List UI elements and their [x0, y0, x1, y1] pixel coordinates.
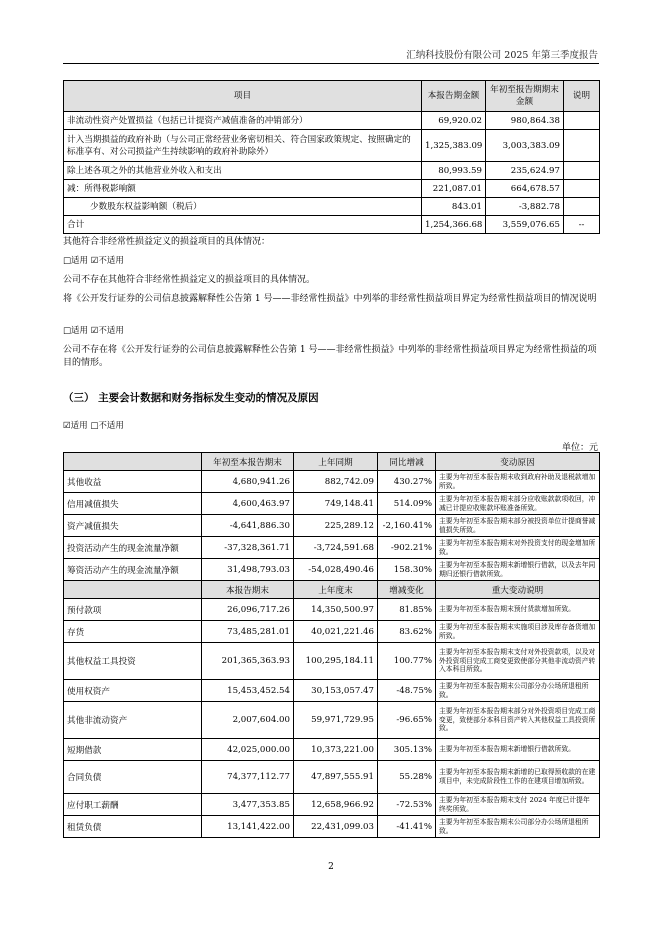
unit-label: 单位：元 [561, 443, 598, 453]
row-value-current: -37,328,361.71 [202, 537, 294, 559]
table-row [64, 130, 600, 162]
row-value-prior: 12,658,966.92 [294, 794, 378, 816]
note-paragraph: 公司不存在将《公开发行证券的公司信息披露解释性公告第 1 号——非经常性损益》中列举的非经常性损益项目界定为经常性损益的项目的情形。 [63, 345, 597, 368]
table-row [64, 180, 600, 198]
row-value-current: 26,096,717.26 [202, 599, 294, 621]
table-row [64, 599, 600, 621]
row-change: 55.28% [378, 761, 436, 794]
row-note [564, 198, 600, 216]
non-recurring-gains-table [63, 80, 600, 234]
row-value-prior: 40,021,221.46 [294, 621, 378, 643]
row-change: -72.53% [378, 794, 436, 816]
report-header-title: 汇纳科技股份有限公司 2025 年第三季度报告 [406, 50, 598, 61]
row-reason: 主要为年初至本报告期末部分被投资单位计提商誉减值损失所致。 [436, 515, 600, 537]
row-value-current: 31,498,793.03 [202, 559, 294, 581]
row-reason: 主要为年初至本报告期末公司部分办公场所退租所致。 [436, 680, 600, 702]
row-change: 83.62% [378, 621, 436, 643]
row-reason: 主要为年初至本报告期末部分应收账款款项收回，冲减已计提应收账款坏账准备所致。 [436, 493, 600, 515]
row-item: 少数股东权益影响额（税后） [64, 198, 422, 216]
table-header-row [64, 453, 600, 471]
row-note [564, 130, 600, 162]
row-change: -41.41% [378, 816, 436, 838]
row-value-current: 13,141,422.00 [202, 816, 294, 838]
row-change: -48.75% [378, 680, 436, 702]
row-change: -902.21% [378, 537, 436, 559]
note-paragraph: 将《公开发行证券的公司信息披露解释性公告第 1 号——非经常性损益》中列举的非经常性损益项目界定为经常性损益项目的情况说明 [63, 294, 597, 304]
row-change: 514.09% [378, 493, 436, 515]
row-change: -2,160.41% [378, 515, 436, 537]
row-item: 合计 [64, 216, 422, 234]
row-value-prior: 882,742.09 [294, 471, 378, 493]
table-row [64, 761, 600, 794]
row-label: 合同负债 [64, 761, 202, 794]
row-reason: 主要为年初至本报告期末新增银行借款，以及去年同期归还银行借款所致。 [436, 559, 600, 581]
col-header-prior-year-end: 上年度末 [294, 581, 378, 599]
row-label: 其他非流动资产 [64, 702, 202, 739]
col-header-note: 说明 [564, 81, 600, 112]
row-value-current: 15,453,452.54 [202, 680, 294, 702]
row-label: 短期借款 [64, 739, 202, 761]
table-row [64, 794, 600, 816]
row-item: 计入当期损益的政府补助（与公司正常经营业务密切相关、符合国家政策规定、按照确定的标准享有、对公司损益产生持续影响的政府补助除外） [64, 130, 422, 162]
table-row [64, 621, 600, 643]
row-reason: 主要为年初至本报告期末新增银行借款所致。 [436, 739, 600, 761]
col-header-period-end: 本报告期末 [202, 581, 294, 599]
row-label: 信用减值损失 [64, 493, 202, 515]
row-value-prior: 225,289.12 [294, 515, 378, 537]
row-label: 租赁负债 [64, 816, 202, 838]
row-note: -- [564, 216, 600, 234]
row-value-current: 4,600,463.97 [202, 493, 294, 515]
row-value-current: 73,485,281.01 [202, 621, 294, 643]
table-row [64, 702, 600, 739]
row-value-current: 74,377,112.77 [202, 761, 294, 794]
applicability-check: ☑适用 □不适用 [63, 421, 124, 431]
row-label: 使用权资产 [64, 680, 202, 702]
row-reason: 主要为年初至本报告期末预付货款增加所致。 [436, 599, 600, 621]
row-change: 158.30% [378, 559, 436, 581]
row-note [564, 112, 600, 130]
row-ytd: 3,003,383.09 [486, 130, 564, 162]
row-reason: 主要为年初至本报告期末公司部分办公场所退租所致。 [436, 816, 600, 838]
row-value-prior: 100,295,184.11 [294, 643, 378, 680]
table-row [64, 162, 600, 180]
row-item: 除上述各项之外的其他营业外收入和支出 [64, 162, 422, 180]
row-ytd: -3,882.78 [486, 198, 564, 216]
row-current: 221,087.01 [422, 180, 486, 198]
row-value-current: 2,007,604.00 [202, 702, 294, 739]
col-header-change: 同比增减 [378, 453, 436, 471]
row-change: 81.85% [378, 599, 436, 621]
row-ytd: 3,559,076.65 [486, 216, 564, 234]
col-header-prior: 上年同期 [294, 453, 378, 471]
row-value-prior: 59,971,729.95 [294, 702, 378, 739]
row-label: 预付款项 [64, 599, 202, 621]
col-header-reason: 变动原因 [436, 453, 600, 471]
row-value-prior: 14,350,500.97 [294, 599, 378, 621]
row-note [564, 180, 600, 198]
section-title: （三） 主要会计数据和财务指标发生变动的情况及原因 [63, 392, 319, 404]
note-paragraph: 其他符合非经常性损益定义的损益项目的具体情况： [63, 237, 271, 247]
row-ytd: 235,624.97 [486, 162, 564, 180]
row-value-prior: -54,028,490.46 [294, 559, 378, 581]
row-change: -96.65% [378, 702, 436, 739]
row-value-prior: 22,431,099.03 [294, 816, 378, 838]
col-header-label [64, 581, 202, 599]
row-value-prior: -3,724,591.68 [294, 537, 378, 559]
row-current: 843.01 [422, 198, 486, 216]
row-ytd: 664,678.57 [486, 180, 564, 198]
row-label: 其他收益 [64, 471, 202, 493]
row-label: 其他权益工具投资 [64, 643, 202, 680]
table-row-total [64, 216, 600, 234]
financial-changes-table [63, 452, 600, 838]
header-divider [63, 63, 599, 64]
row-reason: 主要为年初至本报告期末收到政府补助及退税款增加所致。 [436, 471, 600, 493]
row-value-prior: 47,897,555.91 [294, 761, 378, 794]
row-item: 减：所得税影响额 [64, 180, 422, 198]
table-row [64, 493, 600, 515]
applicability-check: □适用 ☑不适用 [63, 256, 124, 266]
row-reason: 主要为年初至本报告期末支付对外投资款项，以及对外投资项目完成工商变更致使部分其他非流动资产转入本科目所致。 [436, 643, 600, 680]
table-row [64, 471, 600, 493]
row-change: 430.27% [378, 471, 436, 493]
row-reason: 主要为年初至本报告期末支付 2024 年度已计提年终奖所致。 [436, 794, 600, 816]
row-label: 筹资活动产生的现金流量净额 [64, 559, 202, 581]
row-value-prior: 30,153,057.47 [294, 680, 378, 702]
row-change: 100.77% [378, 643, 436, 680]
page-number: 2 [328, 862, 334, 872]
col-header-item: 项目 [64, 81, 422, 112]
row-reason: 主要为年初至本报告期末实施项目涉及库存备货增加所致。 [436, 621, 600, 643]
col-header-current: 本报告期金额 [422, 81, 486, 112]
row-value-current: 42,025,000.00 [202, 739, 294, 761]
row-value-current: 4,680,941.26 [202, 471, 294, 493]
table-row [64, 537, 600, 559]
applicability-check: □适用 ☑不适用 [63, 326, 124, 336]
table-row [64, 816, 600, 838]
col-header-label [64, 453, 202, 471]
row-current: 80,993.59 [422, 162, 486, 180]
row-current: 1,325,383.09 [422, 130, 486, 162]
row-value-current: -4,641,886.30 [202, 515, 294, 537]
row-note [564, 162, 600, 180]
row-reason: 主要为年初至本报告期末对外投资支付的现金增加所致。 [436, 537, 600, 559]
col-header-explanation: 重大变动说明 [436, 581, 600, 599]
row-current: 1,254,366.68 [422, 216, 486, 234]
col-header-ytd: 年初至本报告期末 [202, 453, 294, 471]
table-header-row [64, 581, 600, 599]
table-row [64, 739, 600, 761]
table-header-row [64, 81, 600, 112]
row-value-current: 3,477,353.85 [202, 794, 294, 816]
row-label: 存货 [64, 621, 202, 643]
col-header-ytd: 年初至报告期期末金额 [486, 81, 564, 112]
table-row [64, 112, 600, 130]
row-value-current: 201,365,363.93 [202, 643, 294, 680]
table-row [64, 515, 600, 537]
row-item: 非流动性资产处置损益（包括已计提资产减值准备的冲销部分） [64, 112, 422, 130]
row-current: 69,920.02 [422, 112, 486, 130]
note-paragraph: 公司不存在其他符合非经常性损益定义的损益项目的具体情况。 [63, 275, 316, 285]
row-value-prior: 10,373,221.00 [294, 739, 378, 761]
col-header-change: 增减变化 [378, 581, 436, 599]
table-row [64, 559, 600, 581]
row-value-prior: 749,148.41 [294, 493, 378, 515]
table-row [64, 198, 600, 216]
row-ytd: 980,864.38 [486, 112, 564, 130]
row-change: 305.13% [378, 739, 436, 761]
table-row [64, 680, 600, 702]
row-label: 应付职工薪酬 [64, 794, 202, 816]
row-label: 资产减值损失 [64, 515, 202, 537]
row-reason: 主要为年初至本报告期末新增的已取得预收款的在建项目中，未完成阶段性工作的在建项目增加所致。 [436, 761, 600, 794]
row-reason: 主要为年初至本报告期末部分对外投资项目完成工商变更，致使部分本科目资产转入其他权益工具投资所致。 [436, 702, 600, 739]
row-label: 投资活动产生的现金流量净额 [64, 537, 202, 559]
table-row [64, 643, 600, 680]
